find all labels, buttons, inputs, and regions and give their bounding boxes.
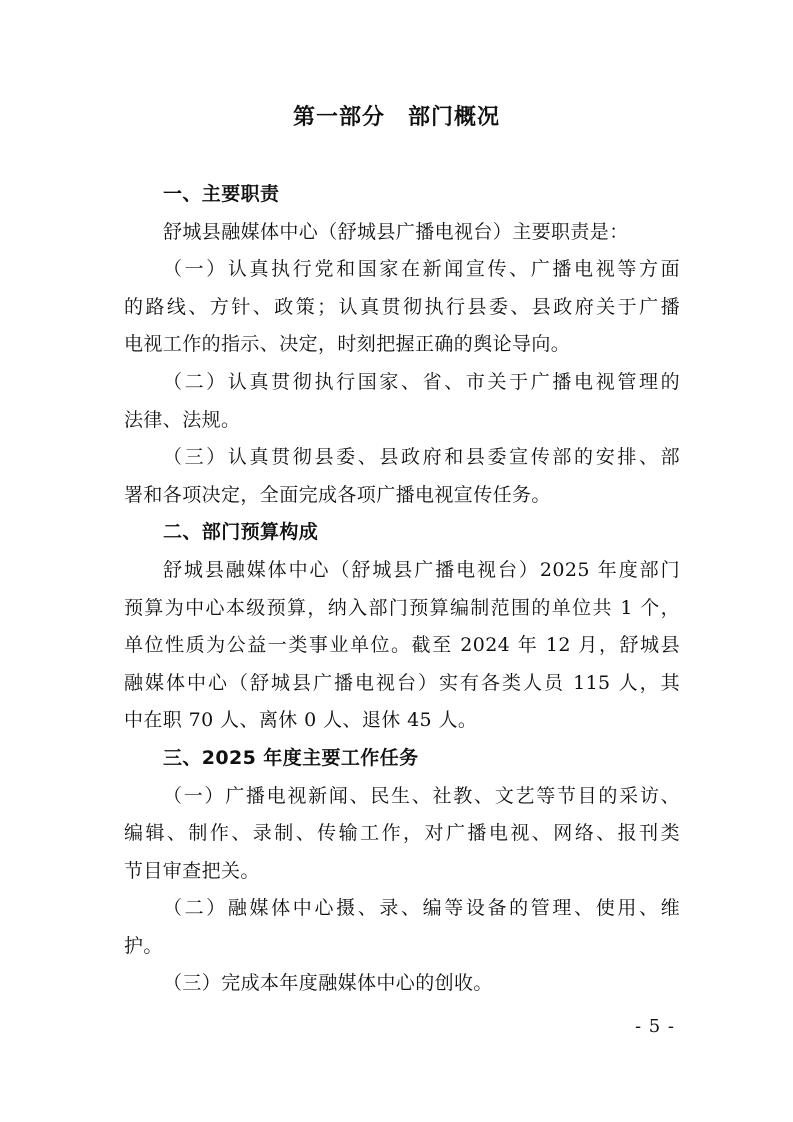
paragraph-line: 的路线、方针、政策；认真贯彻执行县委、县政府关于广播 [124,295,680,318]
paragraph-line: 编辑、制作、录制、传输工作，对广播电视、网络、报刊类 [124,822,680,845]
paragraph-line: （二）融媒体中心摄、录、编等设备的管理、使用、维 [163,897,680,920]
section-heading-duties: 一、主要职责 [163,183,280,205]
paragraph-line: 融媒体中心（舒城县广播电视台）实有各类人员 115 人，其 [124,671,680,694]
paragraph-line: 单位性质为公益一类事业单位。截至 2024 年 12 月，舒城县 [124,634,680,657]
paragraph-line: 护。 [124,934,163,957]
paragraph-line: （三）完成本年度融媒体中心的创收。 [163,972,493,995]
document-body [124,176,680,1003]
paragraph-line: （三）认真贯彻县委、县政府和县委宣传部的安排、部 [163,446,680,469]
section-heading-budget: 二、部门预算构成 [163,521,319,544]
page-title: 第一部分 部门概况 [292,105,500,130]
paragraph-line: 舒城县融媒体中心（舒城县广播电视台）2025 年度部门 [163,558,680,581]
paragraph-line: （一）广播电视新闻、民生、社教、文艺等节目的采访、 [163,784,680,807]
paragraph-line: （二）认真贯彻执行国家、省、市关于广播电视管理的 [163,370,680,393]
paragraph-line: 预算为中心本级预算，纳入部门预算编制范围的单位共 1 个， [124,596,680,619]
page-number: - 5 - [634,1016,675,1037]
paragraph-line: 节目审查把关。 [124,859,260,882]
paragraph-line: 署和各项决定，全面完成各项广播电视宣传任务。 [124,483,551,506]
paragraph-line: 中在职 70 人、离休 0 人、退休 45 人。 [124,709,478,732]
paragraph-line: 法律、法规。 [124,408,241,431]
section-heading-tasks: 三、2025 年度主要工作任务 [163,746,419,769]
paragraph-line: 舒城县融媒体中心（舒城县广播电视台）主要职责是： [163,220,629,243]
paragraph-line: （一）认真执行党和国家在新闻宣传、广播电视等方面 [163,258,680,281]
paragraph-line: 电视工作的指示、决定，时刻把握正确的舆论导向。 [124,333,571,356]
